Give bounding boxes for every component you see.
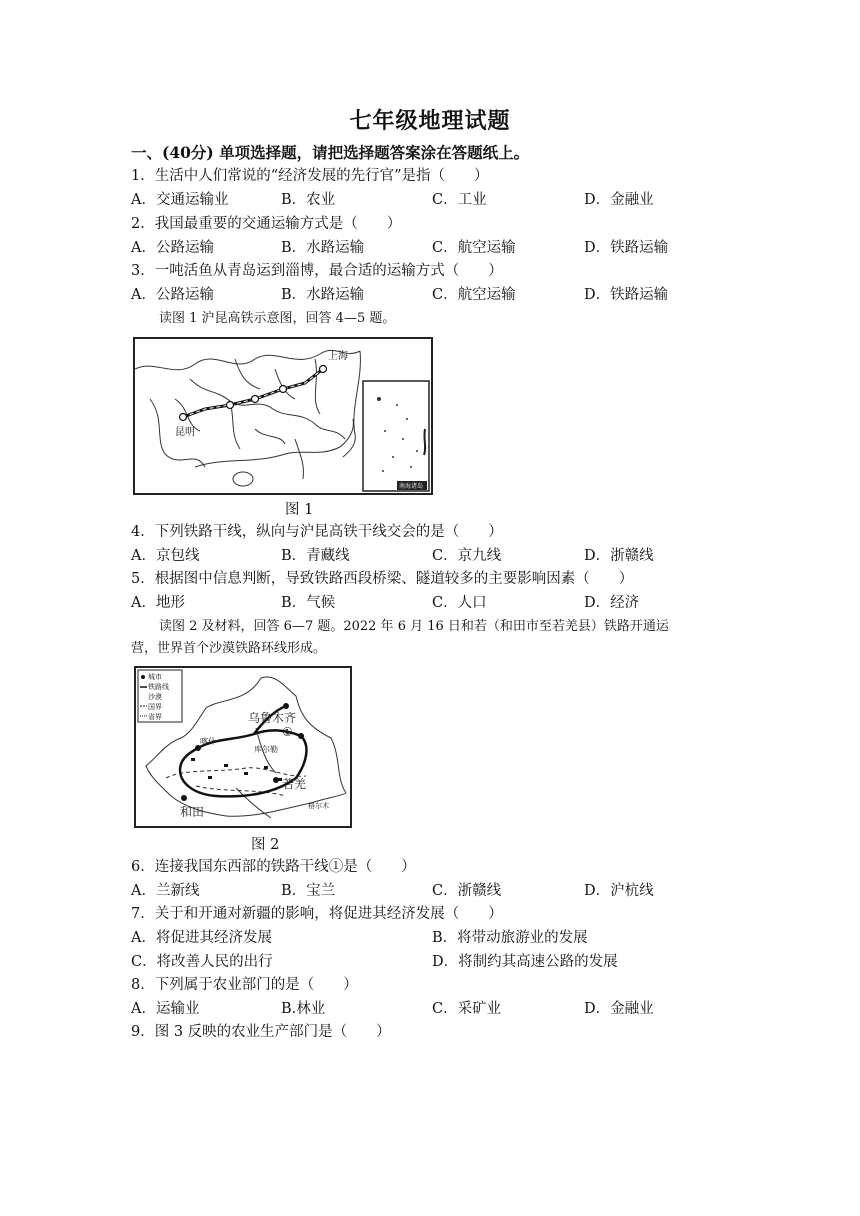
option-c: C．工业 bbox=[432, 192, 487, 208]
figure-2-map bbox=[134, 666, 352, 828]
option-b: B.林业 bbox=[281, 1001, 326, 1017]
question-3-stem: 3．一吨活鱼从青岛运到淄博，最合适的运输方式（ ） bbox=[131, 263, 503, 279]
label-circle-1: ① bbox=[282, 725, 293, 739]
figure-2-caption: 图 2 bbox=[251, 837, 280, 853]
option-c: C．人口 bbox=[432, 595, 487, 611]
figure-1-caption: 图 1 bbox=[285, 502, 314, 518]
option-a: A．将促进其经济发展 bbox=[131, 930, 272, 946]
option-c: C．航空运输 bbox=[432, 287, 516, 303]
question-7-options-row2 bbox=[131, 952, 731, 972]
label-golmud: 格尔木 bbox=[308, 802, 329, 810]
option-b: B．将带动旅游业的发展 bbox=[432, 930, 588, 946]
label-urumqi: 乌鲁木齐 bbox=[248, 711, 297, 725]
question-3-options bbox=[131, 285, 731, 305]
intro-questions-4-5: 读图 1 沪昆高铁示意图，回答 4—5 题。 bbox=[159, 311, 396, 326]
section-heading: 一、(40分) 单项选择题，请把选择题答案涂在答题纸上。 bbox=[131, 143, 530, 162]
label-kashgar: 喀什 bbox=[200, 737, 216, 746]
option-b: B．水路运输 bbox=[281, 287, 365, 303]
label-inset: 南海诸岛 bbox=[399, 483, 424, 490]
option-a: A．交通运输业 bbox=[131, 192, 229, 208]
option-d: D．经济 bbox=[584, 595, 640, 611]
option-a: A．公路运输 bbox=[131, 287, 214, 303]
option-a: A．京包线 bbox=[131, 548, 200, 564]
question-7-stem: 7．关于和开通对新疆的影响，将促进其经济发展（ ） bbox=[131, 906, 503, 922]
label-kunming: 昆明 bbox=[175, 427, 195, 438]
option-c: C．航空运输 bbox=[432, 240, 516, 256]
option-b: B．水路运输 bbox=[281, 240, 365, 256]
figure-1-map-drawing bbox=[135, 339, 431, 493]
label-shanghai: 上海 bbox=[328, 351, 348, 362]
option-c: C．采矿业 bbox=[432, 1001, 502, 1017]
option-d: D．浙赣线 bbox=[584, 548, 654, 564]
question-6-options bbox=[131, 881, 731, 901]
figure-1-map bbox=[133, 337, 433, 495]
legend-city: 城市 bbox=[148, 673, 162, 681]
option-c: C．京九线 bbox=[432, 548, 502, 564]
legend-national-border: 国界 bbox=[148, 703, 162, 711]
option-d: D．铁路运输 bbox=[584, 240, 669, 256]
option-b: B．宝兰 bbox=[281, 883, 336, 899]
option-c: C．将改善人民的出行 bbox=[131, 954, 273, 970]
figure-2-map-drawing bbox=[136, 668, 350, 826]
question-4-stem: 4．下列铁路干线，纵向与沪昆高铁干线交会的是（ ） bbox=[131, 524, 503, 540]
question-8-options bbox=[131, 999, 731, 1019]
option-a: A．公路运输 bbox=[131, 240, 214, 256]
option-d: D．沪杭线 bbox=[584, 883, 654, 899]
label-hetian: 和田 bbox=[180, 805, 205, 819]
option-c: C．浙赣线 bbox=[432, 883, 502, 899]
option-d: D．将制约其高速公路的发展 bbox=[432, 954, 618, 970]
option-b: B．气候 bbox=[281, 595, 336, 611]
label-ruoqiang: 若羌 bbox=[282, 777, 307, 791]
question-2-stem: 2．我国最重要的交通运输方式是（ ） bbox=[131, 216, 402, 232]
legend-railway: 铁路线 bbox=[148, 683, 169, 691]
option-b: B．农业 bbox=[281, 192, 336, 208]
question-4-options bbox=[131, 546, 731, 566]
question-6-stem: 6．连接我国东西部的铁路干线①是（ ） bbox=[131, 859, 416, 875]
option-b: B．青藏线 bbox=[281, 548, 350, 564]
intro-questions-6-7-line2: 营，世界首个沙漠铁路环线形成。 bbox=[131, 641, 327, 656]
question-1-stem: 1．生活中人们常说的“经济发展的先行官”是指（ ） bbox=[131, 168, 489, 184]
question-5-options bbox=[131, 593, 731, 613]
label-korla: 库尔勒 bbox=[254, 745, 278, 754]
option-d: D．金融业 bbox=[584, 192, 654, 208]
legend-provincial-border: 省界 bbox=[148, 713, 162, 721]
page-title: 七年级地理试题 bbox=[349, 108, 511, 134]
option-a: A．地形 bbox=[131, 595, 185, 611]
question-5-stem: 5．根据图中信息判断，导致铁路西段桥梁、隧道较多的主要影响因素（ ） bbox=[131, 571, 634, 587]
question-7-options-row1 bbox=[131, 928, 731, 948]
question-9-stem: 9．图 3 反映的农业生产部门是（ ） bbox=[131, 1024, 391, 1040]
question-1-options bbox=[131, 190, 731, 210]
option-d: D．金融业 bbox=[584, 1001, 654, 1017]
question-2-options bbox=[131, 238, 731, 258]
intro-questions-6-7-line1: 读图 2 及材料，回答 6—7 题。2022 年 6 月 16 日和若（和田市至若羌县）铁路开通运 bbox=[159, 619, 669, 634]
legend-desert: 沙漠 bbox=[148, 693, 162, 701]
question-8-stem: 8．下列属于农业部门的是（ ） bbox=[131, 977, 358, 993]
option-a: A．兰新线 bbox=[131, 883, 200, 899]
option-d: D．铁路运输 bbox=[584, 287, 669, 303]
option-a: A．运输业 bbox=[131, 1001, 200, 1017]
